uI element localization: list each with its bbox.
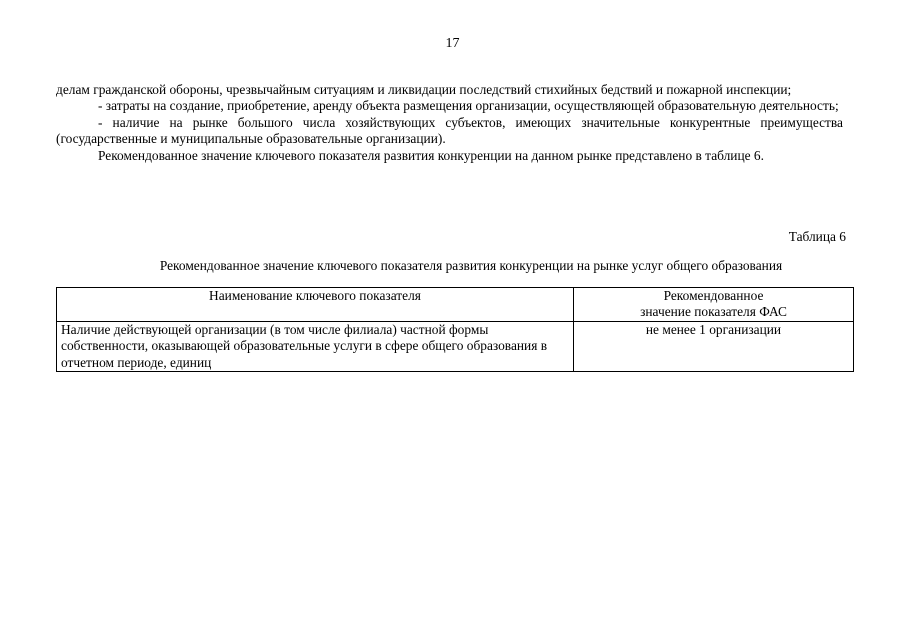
header-indicator-name: Наименование ключевого показателя [57,288,574,322]
table-header-row [57,288,854,322]
indicator-table [56,287,854,372]
table-title: Рекомендованное значение ключевого показателя развития конкуренции на рынке услуг общего образования [159,258,783,273]
table-row [57,321,854,371]
paragraph-recommendation: Рекомендованное значение ключевого показателя развития конкуренции на данном рынке представлено в таблице 6. [98,147,764,163]
header-recommended-line-2: значение показателя ФАС [640,304,787,320]
indicator-name-cell: Наличие действующей организации (в том числе филиала) частной формы собственности, оказывающей образовательные услуги в сфере общего образования в отчетном периоде, единиц [57,321,574,371]
page-number: 17 [445,36,460,51]
indicator-value-cell: не менее 1 организации [574,321,854,371]
paragraph-continuation: делам гражданской обороны, чрезвычайным ситуациям и ликвидации последствий стихийных бедствий и пожарной инспекции; [56,82,792,97]
body-text [56,82,843,164]
paragraph-costs: - затраты на создание, приобретение, аренду объекта размещения организации, осуществляющей образовательную деятельность; [98,98,839,114]
paragraph-competitors: - наличие на рынке большого числа хозяйствующих субъектов, имеющих значительные конкурентные преимущества (государственные и муниципальные образовательные организации). [56,114,843,147]
header-recommended-line-1: Рекомендованное [663,288,764,303]
header-recommended-value [574,288,854,322]
table-caption: Таблица 6 [788,229,846,244]
